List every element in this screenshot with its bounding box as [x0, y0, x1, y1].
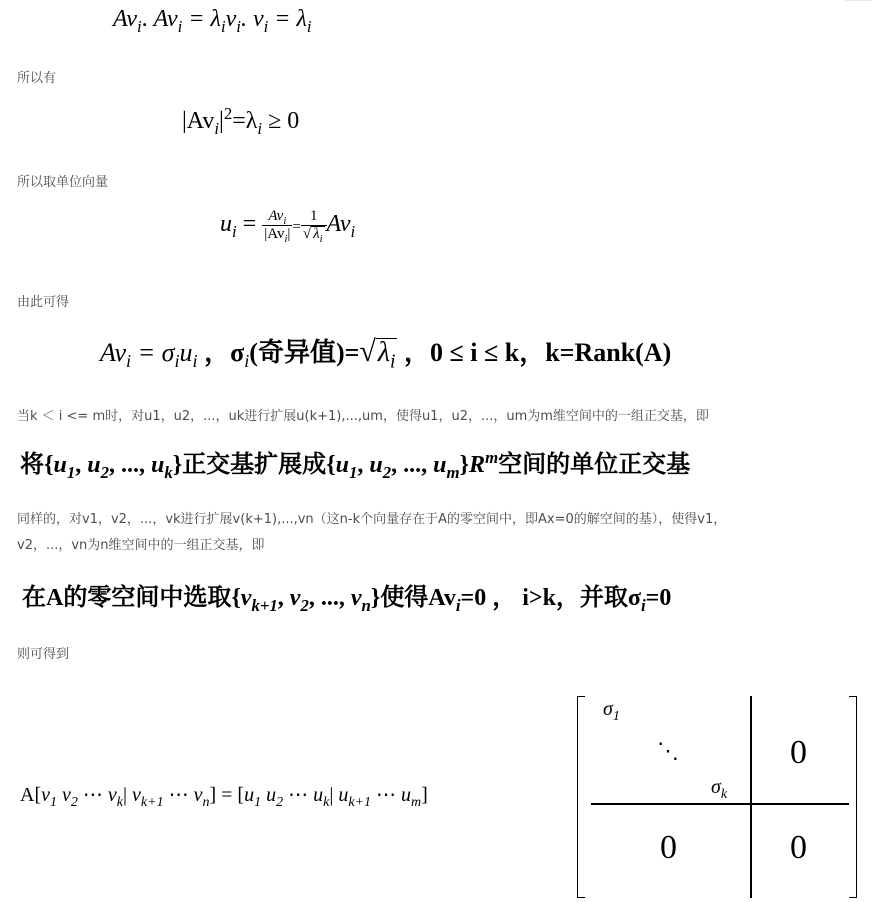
matrix-zero-bottom-left: 0: [660, 829, 677, 866]
paragraph-extend-v-line1: 同样的，对v1，v2，...，vk进行扩展v(k+1),...,vn（这n-k个向量存在于A的零空间中，即Ax=0的解空间的基），使得v1，: [17, 512, 727, 527]
paragraph-unit-vector: 所以取单位向量: [17, 175, 109, 190]
matrix-zero-top-right: 0: [790, 734, 807, 771]
equation-extend-u-basis: 将{$u_1$, $u_2$, ..., $u_k$}正交基扩展成{$u_1$, $u_2$, ..., $u_m\}R^m$空间的单位正交基: [20, 448, 691, 482]
paragraph-therefore: 所以有: [17, 71, 57, 86]
paragraph-extend-u: 当k ＜ i <= m时，对u1，u2，...，uk进行扩展u(k+1),...,um，使得u1，u2，...，um为m维空间中的一组正交基，即: [17, 409, 709, 424]
equation-norm-squared: $|Av_i|^2=\lambda_i \ge 0$: [182, 104, 300, 138]
equation-singular-value: $Av_i = \sigma_iu_i$ ，$\sigma_i$(奇异值)$=√\lambda_i$ ，0 ≤ i ≤ k，k=Rank(A): [100, 335, 672, 373]
matrix-vertical-divider: [750, 696, 752, 898]
matrix-sigma-k: $\sigma_k$: [711, 776, 728, 802]
matrix-right-bracket: [849, 696, 857, 898]
paragraph-result: 则可得到: [17, 647, 70, 662]
equation-svd-lhs: $A[v_1$ $v_2$ ⋯ $v_k|$ $v_{k+1}$ ⋯ $v_n] = [u_1$ $u_2$ ⋯ $u_k|$ $u_{k+1}$ ⋯ $u_m$]: [20, 784, 428, 810]
fraction-one-over-sqrt: $\frac{1}{√ \lambda_i}$: [301, 208, 327, 243]
matrix-zero-bottom-right: 0: [790, 829, 807, 866]
paragraph-hence: 由此可得: [17, 295, 70, 310]
equation-eigen-norm: $Av_i$. $Av_i = \lambda_iv_i$. $v_i = \lambda_i$: [113, 6, 312, 36]
paragraph-extend-v-line2: v2，...，vn为n维空间中的一组正交基，即: [17, 538, 265, 553]
fraction-av-over-norm: $\frac{Av_i}{|Av_i|}$: [264, 208, 291, 245]
matrix-left-bracket: [577, 696, 585, 898]
equation-null-space: 在A的零空间中选取{$v_{k+1}$, $v_2$, ..., $v_n$}使得$Av_i=0$ ， i>k，并取$\sigma_i=0$: [22, 585, 672, 615]
matrix-sigma-1: $\sigma_1$: [603, 698, 620, 724]
sigma-block-matrix: [577, 696, 861, 901]
equation-unit-vector: $u_i$ = $\frac{Av_i}{|Av_i|}$ = $\frac{1}{√ \lambda_i}$ $Av_i$: [220, 208, 356, 245]
matrix-horizontal-divider: [591, 803, 849, 805]
matrix-ddots: ⋱: [657, 738, 679, 763]
top-divider: [845, 0, 872, 1]
